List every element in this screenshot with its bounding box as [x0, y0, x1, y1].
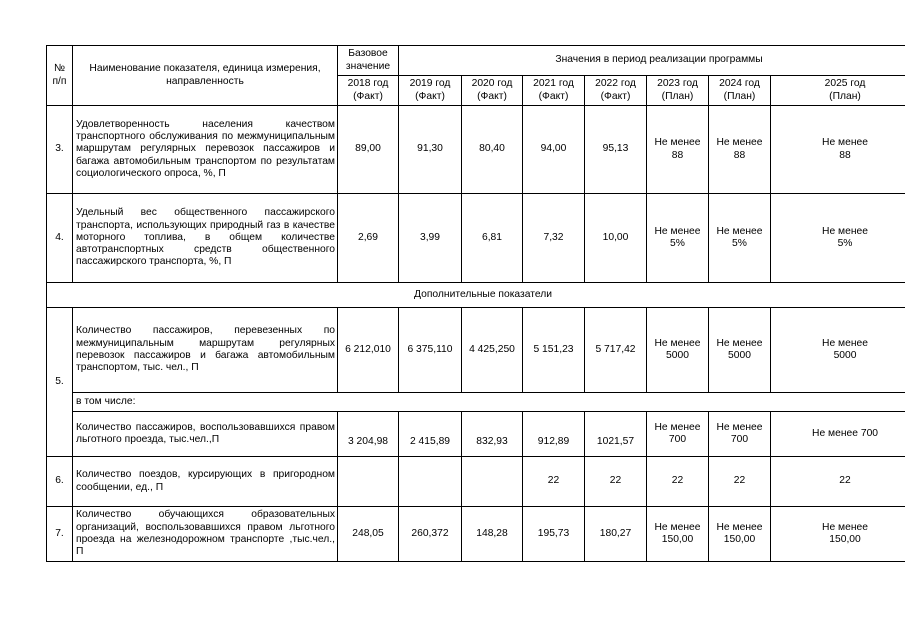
row-number: 5. — [47, 308, 73, 457]
header-year: 2019 год (Факт) — [399, 76, 462, 106]
indicator-name: Количество пассажиров, перевезенных по межмуниципальным маршрутам регулярных перевозок пассажиров и багажа автомобильным транспортом, тыс. чел., П — [73, 308, 338, 393]
indicator-name: Количество поездов, курсирующих в пригородном сообщении, ед., П — [73, 457, 338, 507]
value-cell: Не менее 150,00 — [771, 507, 905, 562]
value-cell: 7,32 — [523, 194, 585, 283]
indicator-name: Количество обучающихся образовательных организаций, воспользовавшихся правом льготного проезда на железнодорожном транспорте ,тыс.чел., П — [73, 507, 338, 562]
value-cell: 195,73 — [523, 507, 585, 562]
header-base: Базовое значение — [338, 46, 399, 76]
value-cell: 1021,57 — [585, 412, 647, 457]
table-row — [47, 457, 905, 507]
value-cell: 91,30 — [399, 106, 462, 194]
row-number: 6. — [47, 457, 73, 507]
value-cell: 832,93 — [462, 412, 523, 457]
section-label: Дополнительные показатели — [47, 283, 905, 308]
value-cell: Не менее 700 — [709, 412, 771, 457]
value-cell: 6 212,010 — [338, 308, 399, 393]
value-cell: 94,00 — [523, 106, 585, 194]
header-year: 2024 год (План) — [709, 76, 771, 106]
value-cell: 2 415,89 — [399, 412, 462, 457]
header-year: 2021 год (Факт) — [523, 76, 585, 106]
value-cell — [399, 457, 462, 507]
value-cell: 3 204,98 — [338, 412, 399, 457]
header-name: Наименование показателя, единица измерения, направленность — [73, 46, 338, 106]
value-cell: 4 425,250 — [462, 308, 523, 393]
indicator-name: Удовлетворенность населения качеством транспортного обслуживания по межмуниципальным маршрутам регулярных перевозок пассажиров и багажа автомобильным транспортом по результатам социологического опроса, %, П — [73, 106, 338, 194]
value-cell: Не менее 88 — [647, 106, 709, 194]
value-cell: 260,372 — [399, 507, 462, 562]
table-row — [47, 106, 905, 194]
value-cell: Не менее 5% — [709, 194, 771, 283]
value-cell: 912,89 — [523, 412, 585, 457]
value-cell: 22 — [771, 457, 905, 507]
value-cell: Не менее 5000 — [709, 308, 771, 393]
value-cell: 22 — [585, 457, 647, 507]
indicators-table — [46, 45, 905, 562]
value-cell: 22 — [709, 457, 771, 507]
header-year: 2018 год (Факт) — [338, 76, 399, 106]
value-cell — [462, 457, 523, 507]
value-cell: Не менее 88 — [709, 106, 771, 194]
value-cell: Не менее 150,00 — [647, 507, 709, 562]
header-num: № п/п — [47, 46, 73, 106]
value-cell — [338, 457, 399, 507]
header-year: 2025 год (План) — [771, 76, 905, 106]
value-cell: 6,81 — [462, 194, 523, 283]
value-cell: Не менее 5000 — [647, 308, 709, 393]
value-cell: Не менее 5% — [771, 194, 905, 283]
table-row — [47, 507, 905, 562]
value-cell: 22 — [523, 457, 585, 507]
table-row — [47, 412, 905, 457]
section-row — [47, 283, 905, 308]
including-label: в том числе: — [73, 393, 905, 412]
value-cell: 3,99 — [399, 194, 462, 283]
value-cell: 148,28 — [462, 507, 523, 562]
value-cell: 89,00 — [338, 106, 399, 194]
value-cell: 5 717,42 — [585, 308, 647, 393]
row-number: 4. — [47, 194, 73, 283]
value-cell: Не менее 150,00 — [709, 507, 771, 562]
value-cell: 80,40 — [462, 106, 523, 194]
value-cell: 22 — [647, 457, 709, 507]
value-cell: 2,69 — [338, 194, 399, 283]
value-cell: Не менее 5% — [647, 194, 709, 283]
value-cell: Не менее 5000 — [771, 308, 905, 393]
value-cell: 248,05 — [338, 507, 399, 562]
value-cell: 5 151,23 — [523, 308, 585, 393]
indicator-name: Количество пассажиров, воспользовавшихся правом льготного проезда, тыс.чел.,П — [73, 412, 338, 457]
row-number: 3. — [47, 106, 73, 194]
row-number: 7. — [47, 507, 73, 562]
including-row — [47, 393, 905, 412]
header-year: 2022 год (Факт) — [585, 76, 647, 106]
table-row — [47, 308, 905, 393]
value-cell: Не менее 700 — [771, 412, 905, 457]
header-period: Значения в период реализации программы — [399, 46, 905, 76]
table-row — [47, 194, 905, 283]
value-cell: Не менее 700 — [647, 412, 709, 457]
value-cell: 10,00 — [585, 194, 647, 283]
header-row-1 — [47, 46, 905, 76]
value-cell: 180,27 — [585, 507, 647, 562]
header-year: 2023 год (План) — [647, 76, 709, 106]
value-cell: 6 375,110 — [399, 308, 462, 393]
header-year: 2020 год (Факт) — [462, 76, 523, 106]
value-cell: 95,13 — [585, 106, 647, 194]
value-cell: Не менее 88 — [771, 106, 905, 194]
indicator-name: Удельный вес общественного пассажирского транспорта, использующих природный газ в качестве моторного топлива, в общем количестве автотранспортных средств общественного пассажирского транспорта, %, П — [73, 194, 338, 283]
